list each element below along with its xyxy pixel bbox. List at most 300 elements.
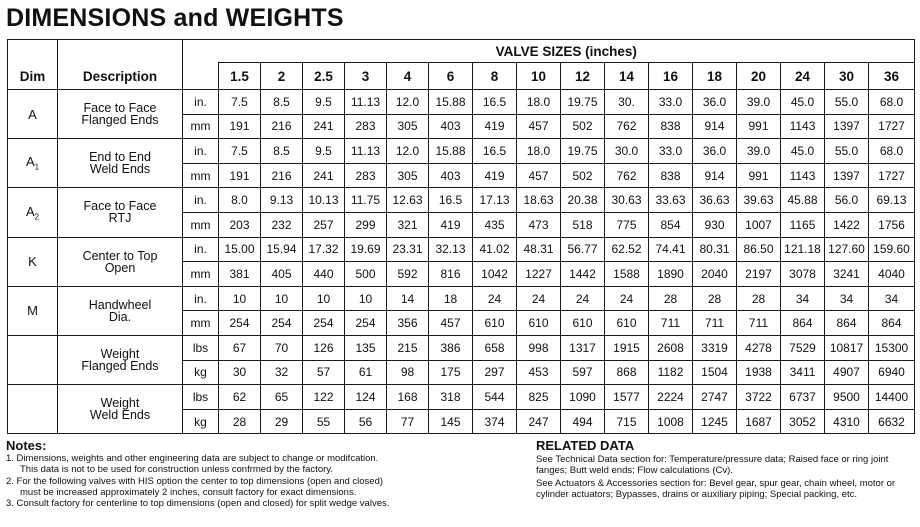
value-cell: 80.31 [693, 237, 737, 262]
value-cell: 2747 [693, 385, 737, 410]
value-cell: 1504 [693, 360, 737, 385]
value-cell: 15.00 [219, 237, 261, 262]
value-cell: 1317 [561, 335, 605, 360]
value-cell: 3722 [737, 385, 781, 410]
unit-cell: kg [183, 409, 219, 434]
value-cell: 494 [561, 409, 605, 434]
value-cell: 3319 [693, 335, 737, 360]
dim-cell [8, 335, 58, 384]
value-cell: 57 [303, 360, 345, 385]
value-cell: 4278 [737, 335, 781, 360]
value-cell: 1397 [825, 114, 869, 139]
description-header: Description [58, 40, 183, 90]
value-cell: 62 [219, 385, 261, 410]
value-cell: 6737 [781, 385, 825, 410]
value-cell: 1756 [869, 212, 915, 237]
value-cell: 33.63 [649, 188, 693, 213]
dim-cell [8, 286, 58, 335]
description-line: Weight [100, 396, 140, 411]
value-cell: 419 [429, 212, 473, 237]
dim-cell [8, 90, 58, 139]
value-cell: 45.0 [781, 90, 825, 115]
description-line: Flanged Ends [81, 113, 159, 128]
value-cell: 6940 [869, 360, 915, 385]
value-cell: 386 [429, 335, 473, 360]
value-cell: 8.5 [261, 139, 303, 164]
value-cell: 30. [605, 90, 649, 115]
value-cell: 24 [517, 286, 561, 311]
value-cell: 658 [473, 335, 517, 360]
value-cell: 10 [345, 286, 387, 311]
value-cell: 3078 [781, 262, 825, 287]
unit-cell: in. [183, 188, 219, 213]
value-cell: 1397 [825, 163, 869, 188]
value-cell: 3052 [781, 409, 825, 434]
dim-subscript: 2 [34, 212, 40, 222]
value-cell: 36.0 [693, 90, 737, 115]
description-line: Open [104, 260, 136, 275]
value-cell: 45.88 [781, 188, 825, 213]
value-cell: 283 [345, 114, 387, 139]
dim-subscript: 1 [34, 163, 40, 173]
value-cell: 17.32 [303, 237, 345, 262]
value-cell: 711 [693, 311, 737, 336]
valve-size-header: 2.5 [303, 63, 345, 90]
unit-cell: mm [183, 163, 219, 188]
value-cell: 2608 [649, 335, 693, 360]
value-cell: 18 [429, 286, 473, 311]
value-cell: 45.0 [781, 139, 825, 164]
value-cell: 98 [387, 360, 429, 385]
value-cell: 9.5 [303, 90, 345, 115]
dim-label: A [25, 203, 35, 219]
value-cell: 36.63 [693, 188, 737, 213]
value-cell: 216 [261, 114, 303, 139]
unit-header-spacer [183, 63, 219, 90]
value-cell: 159.60 [869, 237, 915, 262]
valve-size-header: 1.5 [219, 63, 261, 90]
value-cell: 6632 [869, 409, 915, 434]
value-cell: 854 [649, 212, 693, 237]
value-cell: 419 [473, 163, 517, 188]
description-cell [58, 188, 183, 237]
value-cell: 610 [517, 311, 561, 336]
value-cell: 502 [561, 114, 605, 139]
value-cell: 1182 [649, 360, 693, 385]
value-cell: 39.63 [737, 188, 781, 213]
value-cell: 868 [605, 360, 649, 385]
value-cell: 610 [561, 311, 605, 336]
value-cell: 1245 [693, 409, 737, 434]
value-cell: 1143 [781, 163, 825, 188]
valve-size-header: 20 [737, 63, 781, 90]
value-cell: 2040 [693, 262, 737, 287]
value-cell: 33.0 [649, 90, 693, 115]
unit-cell: mm [183, 311, 219, 336]
description-cell [58, 90, 183, 139]
value-cell: 457 [429, 311, 473, 336]
value-cell: 39.0 [737, 139, 781, 164]
note-2a: 2. For the following valves with HIS option the center to top dimensions (open and closed) [6, 475, 384, 487]
value-cell: 715 [605, 409, 649, 434]
dim-label: K [28, 254, 37, 270]
description-line: Center to Top [82, 248, 158, 263]
valve-size-header: 14 [605, 63, 649, 90]
value-cell: 12.63 [387, 188, 429, 213]
value-cell: 405 [261, 262, 303, 287]
value-cell: 1687 [737, 409, 781, 434]
note-2b: must be increased approximately 2 inches, consult factory for exact dimensions. [20, 486, 357, 498]
value-cell: 1442 [561, 262, 605, 287]
value-cell: 592 [387, 262, 429, 287]
value-cell: 10 [303, 286, 345, 311]
value-cell: 19.75 [561, 90, 605, 115]
value-cell: 762 [605, 114, 649, 139]
dim-label: A [28, 106, 37, 122]
value-cell: 500 [345, 262, 387, 287]
valve-size-header: 4 [387, 63, 429, 90]
value-cell: 33.0 [649, 139, 693, 164]
value-cell: 9.5 [303, 139, 345, 164]
value-cell: 838 [649, 163, 693, 188]
value-cell: 1227 [517, 262, 561, 287]
description-cell [58, 385, 183, 434]
value-cell: 86.50 [737, 237, 781, 262]
value-cell: 65 [261, 385, 303, 410]
value-cell: 1938 [737, 360, 781, 385]
value-cell: 356 [387, 311, 429, 336]
value-cell: 453 [517, 360, 561, 385]
value-cell: 34 [781, 286, 825, 311]
dim-header: Dim [8, 40, 58, 90]
value-cell: 381 [219, 262, 261, 287]
value-cell: 711 [649, 311, 693, 336]
note-1a: 1. Dimensions, weights and other engineering data are subject to change or modifcation. [6, 453, 379, 465]
table-row [8, 188, 915, 213]
description-line: Dia. [108, 309, 132, 324]
valve-size-header: 2 [261, 63, 303, 90]
value-cell: 321 [387, 212, 429, 237]
value-cell: 124 [345, 385, 387, 410]
value-cell: 62.52 [605, 237, 649, 262]
value-cell: 825 [517, 385, 561, 410]
value-cell: 48.31 [517, 237, 561, 262]
valve-size-header: 6 [429, 63, 473, 90]
value-cell: 55 [303, 409, 345, 434]
value-cell: 403 [429, 163, 473, 188]
value-cell: 457 [517, 114, 561, 139]
value-cell: 14 [387, 286, 429, 311]
value-cell: 55.0 [825, 139, 869, 164]
dim-label: M [27, 303, 38, 319]
value-cell: 254 [261, 311, 303, 336]
value-cell: 502 [561, 163, 605, 188]
value-cell: 1588 [605, 262, 649, 287]
value-cell: 991 [737, 163, 781, 188]
value-cell: 10.13 [303, 188, 345, 213]
related-paragraph-2: See Actuators & Accessories section for: Bevel gear, spur gear, chain wheel, motor or cylinder actuators; Bypasses, drains or auxiliary piping; Special packing, etc. [536, 477, 896, 501]
value-cell: 914 [693, 114, 737, 139]
value-cell: 1727 [869, 114, 915, 139]
value-cell: 135 [345, 335, 387, 360]
description-line: RTJ [108, 211, 132, 226]
description-line: Weight [100, 347, 140, 362]
value-cell: 56.0 [825, 188, 869, 213]
value-cell: 24 [473, 286, 517, 311]
value-cell: 2197 [737, 262, 781, 287]
value-cell: 203 [219, 212, 261, 237]
value-cell: 18.63 [517, 188, 561, 213]
value-cell: 1090 [561, 385, 605, 410]
note-1b: This data is not to be used for construction unless confrmed by the factory. [20, 464, 333, 476]
value-cell: 864 [825, 311, 869, 336]
valve-sizes-header: VALVE SIZES (inches) [219, 40, 915, 63]
value-cell: 838 [649, 114, 693, 139]
value-cell: 122 [303, 385, 345, 410]
value-cell: 8.5 [261, 90, 303, 115]
value-cell: 1915 [605, 335, 649, 360]
value-cell: 10 [261, 286, 303, 311]
value-cell: 12.0 [387, 139, 429, 164]
value-cell: 216 [261, 163, 303, 188]
value-cell: 1577 [605, 385, 649, 410]
unit-cell: mm [183, 262, 219, 287]
value-cell: 9500 [825, 385, 869, 410]
dim-cell [8, 188, 58, 237]
value-cell: 14400 [869, 385, 915, 410]
value-cell: 12.0 [387, 90, 429, 115]
valve-size-header: 18 [693, 63, 737, 90]
value-cell: 175 [429, 360, 473, 385]
description-line: Flanged Ends [81, 359, 159, 374]
value-cell: 257 [303, 212, 345, 237]
value-cell: 23.31 [387, 237, 429, 262]
value-cell: 28 [219, 409, 261, 434]
value-cell: 39.0 [737, 90, 781, 115]
value-cell: 4040 [869, 262, 915, 287]
value-cell: 610 [605, 311, 649, 336]
valve-size-header: 24 [781, 63, 825, 90]
description-line: Weld Ends [89, 162, 151, 177]
value-cell: 36.0 [693, 139, 737, 164]
value-cell: 254 [219, 311, 261, 336]
value-cell: 241 [303, 163, 345, 188]
value-cell: 11.13 [345, 139, 387, 164]
value-cell: 457 [517, 163, 561, 188]
valve-size-header: 8 [473, 63, 517, 90]
value-cell: 145 [429, 409, 473, 434]
value-cell: 61 [345, 360, 387, 385]
unit-cell: in. [183, 90, 219, 115]
value-cell: 29 [261, 409, 303, 434]
value-cell: 4907 [825, 360, 869, 385]
unit-cell: lbs [183, 385, 219, 410]
value-cell: 28 [737, 286, 781, 311]
table-row [8, 385, 915, 410]
value-cell: 762 [605, 163, 649, 188]
value-cell: 775 [605, 212, 649, 237]
value-cell: 305 [387, 163, 429, 188]
value-cell: 1422 [825, 212, 869, 237]
value-cell: 318 [429, 385, 473, 410]
value-cell: 305 [387, 114, 429, 139]
value-cell: 254 [303, 311, 345, 336]
related-data-section [536, 440, 916, 502]
value-cell: 299 [345, 212, 387, 237]
unit-cell: kg [183, 360, 219, 385]
value-cell: 18.0 [517, 139, 561, 164]
value-cell: 1143 [781, 114, 825, 139]
value-cell: 70 [261, 335, 303, 360]
value-cell: 711 [737, 311, 781, 336]
value-cell: 419 [473, 114, 517, 139]
description-line: Face to Face [83, 101, 157, 116]
value-cell: 610 [473, 311, 517, 336]
notes-section [6, 440, 506, 509]
value-cell: 24 [605, 286, 649, 311]
value-cell: 56.77 [561, 237, 605, 262]
value-cell: 17.13 [473, 188, 517, 213]
value-cell: 19.75 [561, 139, 605, 164]
value-cell: 247 [517, 409, 561, 434]
value-cell: 2224 [649, 385, 693, 410]
value-cell: 10 [219, 286, 261, 311]
description-cell [58, 286, 183, 335]
note-3: 3. Consult factory for centerline to top dimensions (open and closed) for split wedge valves. [6, 498, 390, 510]
value-cell: 30.0 [605, 139, 649, 164]
value-cell: 32.13 [429, 237, 473, 262]
dim-cell [8, 139, 58, 188]
header-spacer [183, 40, 219, 63]
value-cell: 1007 [737, 212, 781, 237]
value-cell: 864 [869, 311, 915, 336]
value-cell: 68.0 [869, 139, 915, 164]
value-cell: 7.5 [219, 90, 261, 115]
value-cell: 28 [649, 286, 693, 311]
value-cell: 16.5 [473, 90, 517, 115]
valve-size-header: 16 [649, 63, 693, 90]
value-cell: 168 [387, 385, 429, 410]
value-cell: 1727 [869, 163, 915, 188]
description-line: End to End [89, 150, 151, 165]
description-line: Weld Ends [89, 408, 151, 423]
value-cell: 126 [303, 335, 345, 360]
value-cell: 9.13 [261, 188, 303, 213]
value-cell: 7.5 [219, 139, 261, 164]
value-cell: 864 [781, 311, 825, 336]
value-cell: 241 [303, 114, 345, 139]
description-cell [58, 139, 183, 188]
value-cell: 56 [345, 409, 387, 434]
valve-size-header: 36 [869, 63, 915, 90]
value-cell: 544 [473, 385, 517, 410]
value-cell: 7529 [781, 335, 825, 360]
value-cell: 11.13 [345, 90, 387, 115]
related-heading: RELATED DATA [536, 438, 635, 453]
valve-size-header: 10 [517, 63, 561, 90]
value-cell: 16.5 [429, 188, 473, 213]
value-cell: 597 [561, 360, 605, 385]
value-cell: 1890 [649, 262, 693, 287]
value-cell: 3411 [781, 360, 825, 385]
value-cell: 15.94 [261, 237, 303, 262]
value-cell: 1165 [781, 212, 825, 237]
value-cell: 32 [261, 360, 303, 385]
dim-cell [8, 237, 58, 286]
value-cell: 15.88 [429, 90, 473, 115]
dimensions-table [7, 39, 915, 434]
value-cell: 41.02 [473, 237, 517, 262]
value-cell: 15300 [869, 335, 915, 360]
unit-cell: mm [183, 114, 219, 139]
value-cell: 1042 [473, 262, 517, 287]
related-paragraph-1: See Technical Data section for: Temperature/pressure data; Raised face or ring joint fanges; Butt weld ends; Flow calculations (Cv). [536, 453, 889, 477]
value-cell: 68.0 [869, 90, 915, 115]
value-cell: 8.0 [219, 188, 261, 213]
value-cell: 473 [517, 212, 561, 237]
value-cell: 991 [737, 114, 781, 139]
description-cell [58, 237, 183, 286]
value-cell: 518 [561, 212, 605, 237]
value-cell: 67 [219, 335, 261, 360]
value-cell: 34 [869, 286, 915, 311]
value-cell: 24 [561, 286, 605, 311]
value-cell: 18.0 [517, 90, 561, 115]
dim-label: A [25, 154, 35, 170]
value-cell: 232 [261, 212, 303, 237]
page-title: DIMENSIONS and WEIGHTS [6, 4, 344, 32]
valve-size-header: 12 [561, 63, 605, 90]
value-cell: 435 [473, 212, 517, 237]
unit-cell: in. [183, 237, 219, 262]
unit-cell: in. [183, 286, 219, 311]
unit-cell: mm [183, 212, 219, 237]
table-row [8, 139, 915, 164]
value-cell: 1008 [649, 409, 693, 434]
dim-cell [8, 385, 58, 434]
value-cell: 3241 [825, 262, 869, 287]
value-cell: 283 [345, 163, 387, 188]
value-cell: 121.18 [781, 237, 825, 262]
value-cell: 930 [693, 212, 737, 237]
value-cell: 914 [693, 163, 737, 188]
value-cell: 374 [473, 409, 517, 434]
value-cell: 4310 [825, 409, 869, 434]
description-line: Face to Face [83, 199, 157, 214]
value-cell: 998 [517, 335, 561, 360]
value-cell: 127.60 [825, 237, 869, 262]
table-row [8, 286, 915, 311]
value-cell: 816 [429, 262, 473, 287]
unit-cell: in. [183, 139, 219, 164]
value-cell: 440 [303, 262, 345, 287]
value-cell: 55.0 [825, 90, 869, 115]
value-cell: 297 [473, 360, 517, 385]
value-cell: 15.88 [429, 139, 473, 164]
value-cell: 28 [693, 286, 737, 311]
value-cell: 74.41 [649, 237, 693, 262]
description-cell [58, 335, 183, 384]
value-cell: 77 [387, 409, 429, 434]
value-cell: 215 [387, 335, 429, 360]
value-cell: 16.5 [473, 139, 517, 164]
description-line: Handwheel [88, 297, 152, 312]
value-cell: 34 [825, 286, 869, 311]
notes-heading: Notes: [6, 438, 47, 453]
table-row [8, 237, 915, 262]
value-cell: 254 [345, 311, 387, 336]
value-cell: 11.75 [345, 188, 387, 213]
